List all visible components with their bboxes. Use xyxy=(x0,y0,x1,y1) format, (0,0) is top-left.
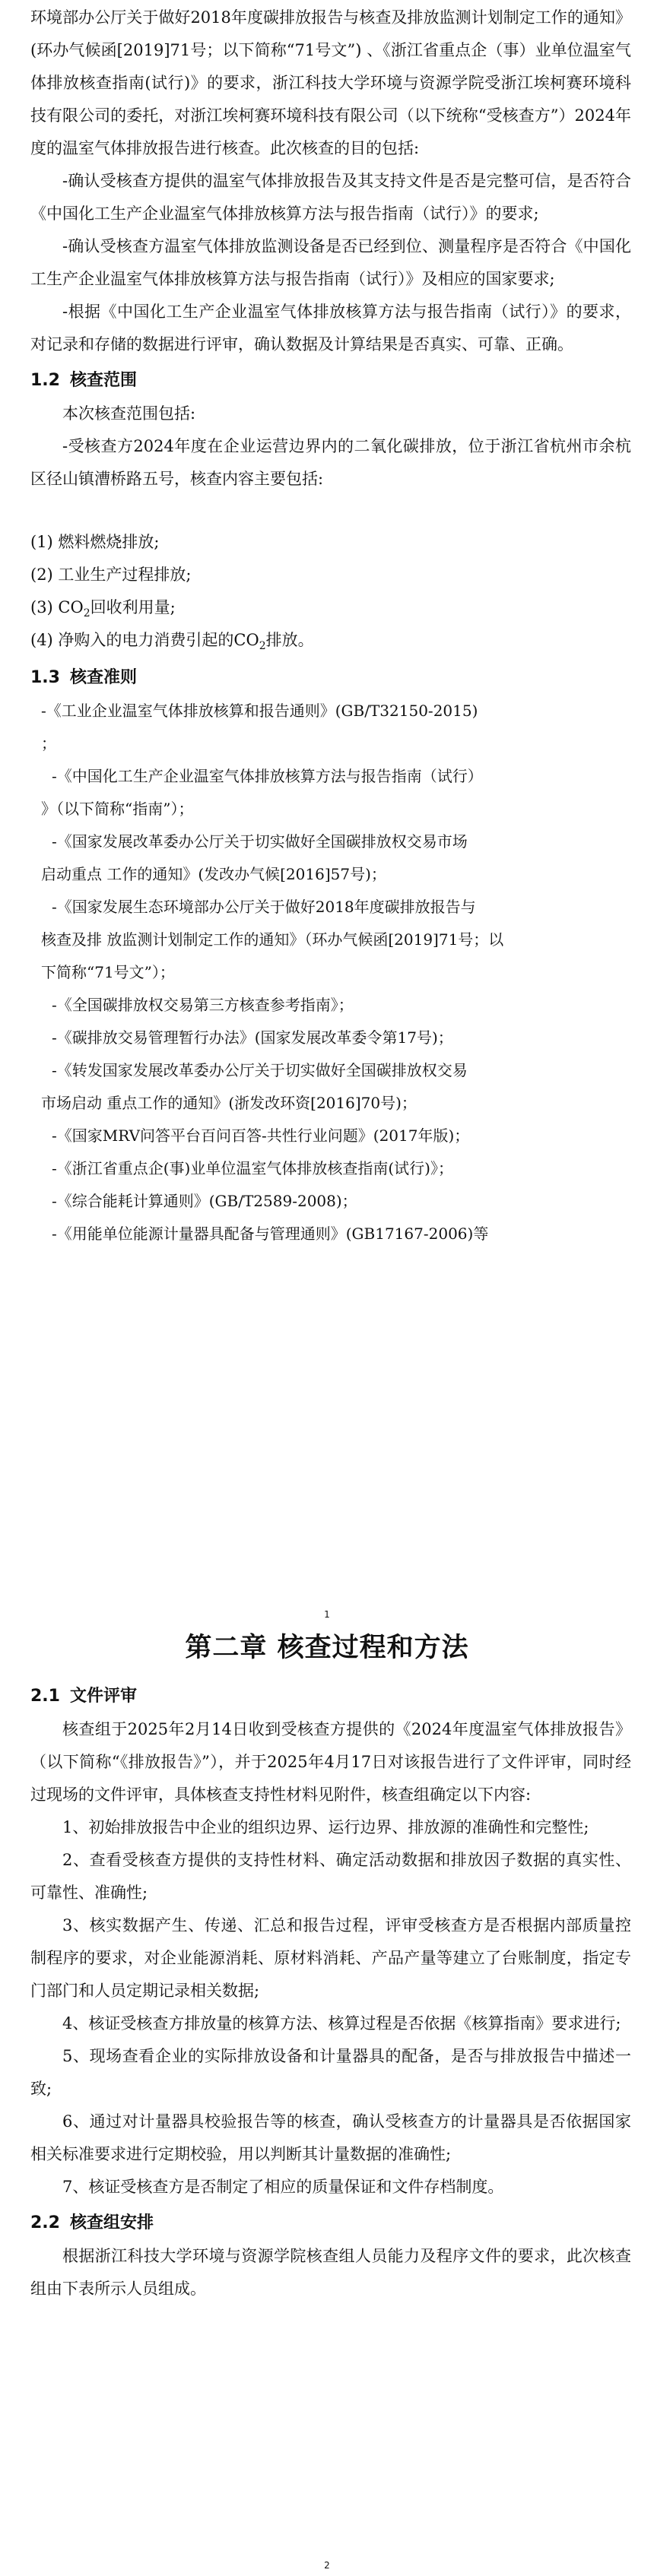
review-item-1: 1、初始排放报告中企业的组织边界、运行边界、排放源的准确性和完整性; xyxy=(62,1818,589,1836)
purpose-item-2: -确认受核查方温室气体排放监测设备是否已经到位、测量程序是否符合《中国化工生产企业温室气体排放核算方法与报告指南（试行）》及相应的国家要求; xyxy=(30,237,631,288)
review-item-7: 7、核证受核查方是否制定了相应的质量保证和文件存档制度。 xyxy=(62,2178,504,2196)
criteria-line: 启动重点 工作的通知》(发改办气候[2016]57号)； xyxy=(41,865,386,883)
page-2-body xyxy=(30,1680,631,2305)
section-2-2-heading xyxy=(30,2207,631,2240)
page-number: 2 xyxy=(324,2560,330,2571)
criteria-line: 》（以下简称“指南”）； xyxy=(41,800,194,818)
scope-item-4: (4) 净购入的电力消费引起的$CO_2$排放。 xyxy=(30,631,314,653)
review-item-2: 2、查看受核查方提供的支持性材料、确定活动数据和排放因子数据的真实性、可靠性、准确性; xyxy=(30,1851,631,1902)
criteria-line: 核查及排 放监测计划制定工作的通知》（环办气候函[2019]71号；以 xyxy=(41,930,504,949)
scope-paragraph: -受核查方2024年度在企业运营边界内的二氧化碳排放，位于浙江省杭州市余杭区径山镇漕桥路五号，核查内容主要包括: xyxy=(30,437,631,488)
criteria-line: -《转发国家发展改革委办公厅关于切实做好全国碳排放权交易 xyxy=(52,1061,468,1079)
criteria-line: -《国家发展改革委办公厅关于切实做好全国碳排放权交易市场 xyxy=(52,832,468,851)
section-1-3-heading xyxy=(30,661,631,695)
scope-item-3: (3) $CO_2$回收利用量; xyxy=(30,598,176,620)
criteria-line: -《中国化工生产企业温室气体排放核算方法与报告指南（试行） xyxy=(52,767,483,785)
review-item-3: 3、核实数据产生、传递、汇总和报告过程，评审受核查方是否根据内部质量控制程序的要求，对企业能源消耗、原材料消耗、产品产量等建立了台账制度，指定专门部门和人员定期记录相关数据; xyxy=(30,1916,631,2000)
section-title: 文件评审 xyxy=(70,1687,138,1706)
scope-lead: 本次核查范围包括: xyxy=(62,404,196,423)
criteria-line: -《工业企业温室气体排放核算和报告通则》(GB/T32150-2015) xyxy=(41,702,478,720)
section-title: 核查范围 xyxy=(70,371,138,390)
section-number: 1.2 xyxy=(30,371,60,390)
section-number: 2.2 xyxy=(30,2213,60,2232)
criteria-line: -《用能单位能源计量器具配备与管理通则》(GB17167-2006)等 xyxy=(52,1225,489,1243)
intro-paragraph: 环境部办公厅关于做好2018年度碳排放报告与核查及排放监测计划制定工作的通知》(环办气候函[2019]71号；以下简称“71号文”) 、《浙江省重点企（事）业单位温室气体排放核查指南(试行)》的要求，浙江科技大学环境与资源学院受浙江埃柯赛环境科技有限公司的委托，对浙江埃柯赛环境科技有限公司（以下统称“受核查方”）2024年度的温室气体排放报告进行核查。此次核查的目的包括: xyxy=(30,8,631,157)
section-title: 核查准则 xyxy=(70,668,138,687)
criteria-line: -《国家MRV问答平台百问百答-共性行业问题》(2017年版)； xyxy=(52,1126,470,1145)
scope-item-1: (1) 燃料燃烧排放; xyxy=(30,533,160,551)
page-number: 1 xyxy=(324,1609,330,1620)
criteria-line: 下简称“71号文”）； xyxy=(41,963,175,981)
review-item-5: 5、现场查看企业的实际排放设备和计量器具的配备，是否与排放报告中描述一致; xyxy=(30,2047,631,2098)
purpose-item-3: -根据《中国化工生产企业温室气体排放核算方法与报告指南（试行）》的要求，对记录和存储的数据进行评审，确认数据及计算结果是否真实、可靠、正确。 xyxy=(30,303,631,353)
section-title: 核查组安排 xyxy=(70,2213,154,2232)
review-paragraph: 核查组于2025年2月14日收到受核查方提供的《2024年度温室气体排放报告》（以下简称“《排放报告》”），并于2025年4月17日对该报告进行了文件评审，同时经过现场的文件评审，具体核查支持性材料见附件，核查组确定以下内容: xyxy=(30,1720,631,1804)
review-item-4: 4、核证受核查方排放量的核算方法、核算过程是否依据《核算指南》要求进行; xyxy=(62,2014,621,2033)
scope-item-2: (2) 工业生产过程排放; xyxy=(30,566,192,584)
section-1-2-heading xyxy=(30,364,631,398)
criteria-line: -《碳排放交易管理暂行办法》(国家发展改革委令第17号)； xyxy=(52,1028,453,1047)
criteria-line: ； xyxy=(41,734,56,753)
page-1-body xyxy=(30,2,631,1250)
purpose-item-1: -确认受核查方提供的温室气体排放报告及其支持文件是否是完整可信，是否符合《中国化工生产企业温室气体排放核算方法与报告指南（试行）》的要求; xyxy=(30,172,631,223)
criteria-line: -《国家发展生态环境部办公厅关于做好2018年度碳排放报告与 xyxy=(52,898,476,916)
chapter-2-title: 第二章 核查过程和方法 xyxy=(185,1633,469,1663)
criteria-line: -《浙江省重点企(事)业单位温室气体排放核查指南(试行)》； xyxy=(52,1159,453,1177)
criteria-line: -《全国碳排放权交易第三方核查参考指南》； xyxy=(52,996,354,1014)
criteria-line: -《综合能耗计算通则》(GB/T2589-2008)； xyxy=(52,1192,357,1210)
section-number: 2.1 xyxy=(30,1687,60,1706)
review-item-6: 6、通过对计量器具校验报告等的核查，确认受核查方的计量器具是否依据国家相关标准要求进行定期校验，用以判断其计量数据的准确性; xyxy=(30,2112,631,2163)
criteria-line: 市场启动 重点工作的通知》(浙发改环资[2016]70号)； xyxy=(41,1094,417,1112)
section-number: 1.3 xyxy=(30,668,60,687)
team-paragraph: 根据浙江科技大学环境与资源学院核查组人员能力及程序文件的要求，此次核查组由下表所示人员组成。 xyxy=(30,2247,631,2298)
section-2-1-heading xyxy=(30,1680,631,1713)
